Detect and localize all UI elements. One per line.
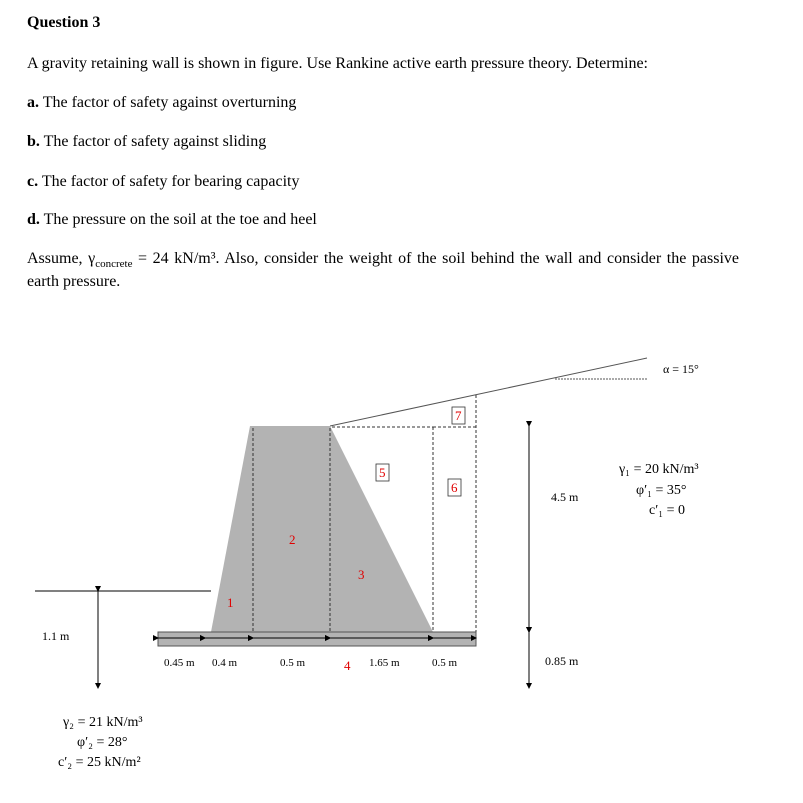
dim-heel: 0.5 m <box>432 657 458 669</box>
dim-toe: 0.45 m <box>164 657 195 669</box>
soil1-gamma: γ₁ = 20 kN/m³ <box>619 462 699 477</box>
dim-wall-height: 4.5 m <box>551 490 579 504</box>
region-label-6: 6 <box>451 480 458 495</box>
item-b-prefix: b. <box>27 133 40 150</box>
region-label-5: 5 <box>379 465 386 480</box>
item-a-text: The factor of safety against overturning <box>42 94 297 111</box>
dim-front-batter: 0.4 m <box>212 657 238 669</box>
item-c-text: The factor of safety for bearing capacity <box>41 173 300 190</box>
item-b-text: The factor of safety against sliding <box>43 133 267 150</box>
soil2-gamma: γ₂ = 21 kN/m³ <box>63 715 143 730</box>
region-label-7: 7 <box>455 408 462 423</box>
region-label-3: 3 <box>358 567 365 582</box>
region-label-1: 1 <box>227 595 234 610</box>
dim-base-height: 0.85 m <box>545 654 579 668</box>
question-intro: A gravity retaining wall is shown in figure. Use Rankine active earth pressure theory. Determine: <box>27 55 648 72</box>
soil2-c: c′₂ = 25 kN/m² <box>58 755 141 770</box>
alpha-label: α = 15° <box>663 362 699 376</box>
item-d-text: The pressure on the soil at the toe and heel <box>43 211 317 228</box>
dim-stem-top: 0.5 m <box>280 657 306 669</box>
item-a-prefix: a. <box>27 94 39 111</box>
item-c-prefix: c. <box>27 173 39 190</box>
item-d-prefix: d. <box>27 211 40 228</box>
wall-base-slab <box>158 632 476 646</box>
wall-stem <box>211 426 433 632</box>
assumption-subscript: concrete <box>95 258 133 271</box>
region-label-4: 4 <box>344 658 351 673</box>
backfill-slope-line <box>330 358 647 426</box>
soil1-c: c′₁ = 0 <box>649 503 686 518</box>
soil1-phi: φ′₁ = 35° <box>636 483 687 498</box>
region-label-2: 2 <box>289 532 296 547</box>
assumption-rest: = 24 kN/m³. Also, consider the weight of the soil behind the wall and consider the passive earth pressure. <box>27 250 739 291</box>
assumption-lead: Assume, γ <box>27 250 96 267</box>
question-title: Question 3 <box>27 14 101 31</box>
dim-back-batter: 1.65 m <box>369 657 400 669</box>
dim-front-depth: 1.1 m <box>42 629 70 643</box>
soil2-phi: φ′₂ = 28° <box>77 735 128 750</box>
